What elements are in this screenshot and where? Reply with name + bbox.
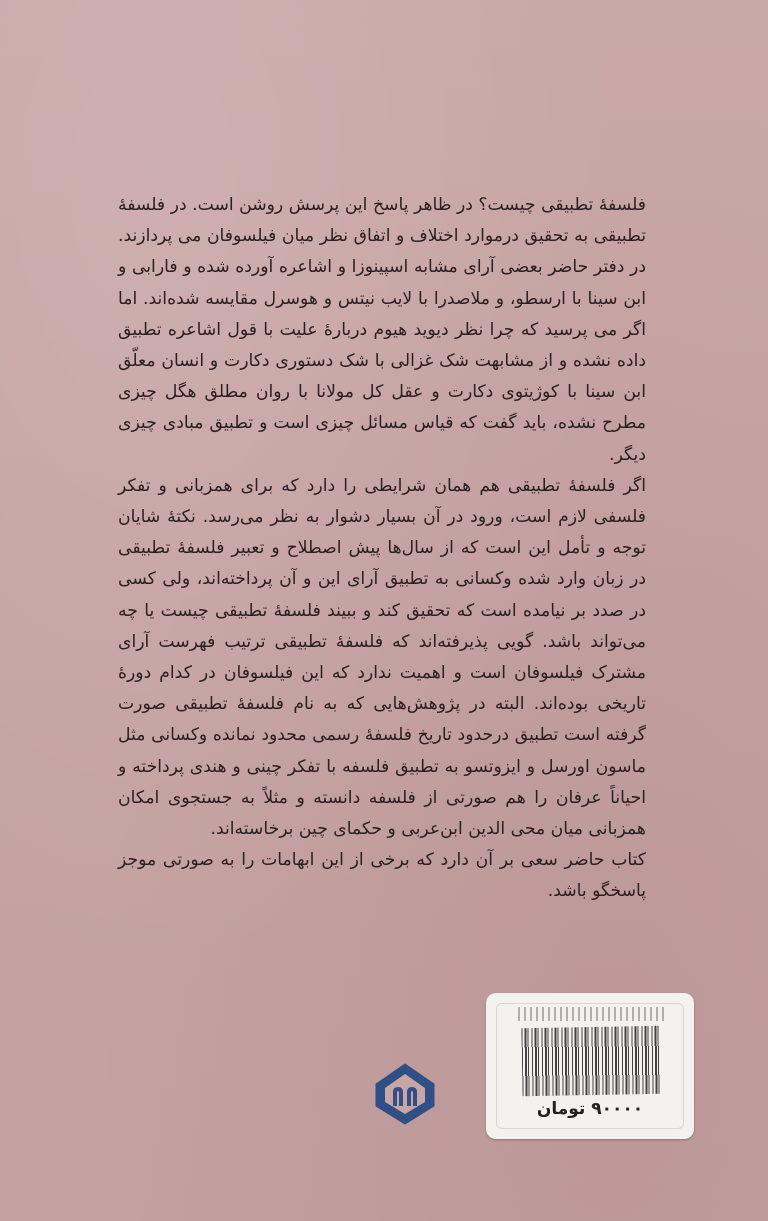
blurb-paragraph-2: اگر فلسفهٔ تطبیقی هم همان شرایطی را دارد که برای همزبانی و تفکر فلسفی لازم است، ورود در آن بسیار دشوار به نظر می‌رسد. نکتهٔ شایان توجه و تأمل این است که از سال‌ها پیش اصطلاح و تعبیر فلسفهٔ تطبیقی در زبان وارد شده وکسانی به تطبیق آرای این و آن پرداخته‌اند، ولی کسی در صدد بر نیامده است که تحقیق کند و ببیند فلسفهٔ تطبیقی چیست یا چه می‌تواند باشد. گویی پذیرفته‌اند که فلسفهٔ تطبیقی ترتیب فهرست آرای مشترک فیلسوفان است و اهمیت ندارد که این فیلسوفان در کدام دورهٔ تاریخی بوده‌اند. البته در پژوهش‌هایی که به نام فلسفهٔ تطبیقی صورت گرفته است تطبیق درحدود تاریخ فلسفهٔ رسمی محدود نمانده وکسانی مثل ماسون اورسل و ایزوتسو به تطبیق فلسفه با تفکر چینی و هندی پرداخته و احیاناً عرفان را هم صورتی از فلسفه دانسته و مثلاً به جستجوی امکان همزبانی میان محی الدین ابن‌عربی و حکمای چین برخاسته‌اند. [118,475,646,840]
blurb-paragraph-1: فلسفهٔ تطبیقی چیست؟ در ظاهر پاسخ این پرسش روشن است. در فلسفهٔ تطبیقی به تحقیق درموارد اختلاف و اتفاق نظر میان فیلسوفان می پردازند. در دفتر حاضر بعضی آرای مشابه اسپینوزا و اشاعره آورده شده و فارابی و ابن سینا با ارسطو، و ملاصدرا با لایب نیتس و هوسرل مقایسه شده‌اند. اما اگر می پرسید که چرا نظر دیوید هیوم دربارهٔ علیت با قول اشاعره تطبیق داده نشده و از مشابهت شک غزالی با شک دستوری دکارت و انسان معلّق ابن سینا با کوژیتوی دکارت و عقل کل مولانا با روان مطلق هگل چیزی مطرح نشده، باید گفت که قیاس مسائل چیزی است و تطبیق مبادی چیزی دیگر. [118,195,646,465]
barcode-icon [521,1026,660,1096]
blurb-paragraph-3: کتاب حاضر سعی بر آن دارد که برخی از این ابهامات را به صورتی موجز پاسخگو باشد. [118,850,646,902]
back-cover-blurb [118,190,646,908]
publisher-logo-svg [372,1060,438,1126]
price-label: ۹۰۰۰۰ تومان [536,1099,644,1119]
barcode-digits [518,1007,668,1021]
price-sticker [486,993,694,1139]
publisher-logo-icon [372,1060,438,1126]
